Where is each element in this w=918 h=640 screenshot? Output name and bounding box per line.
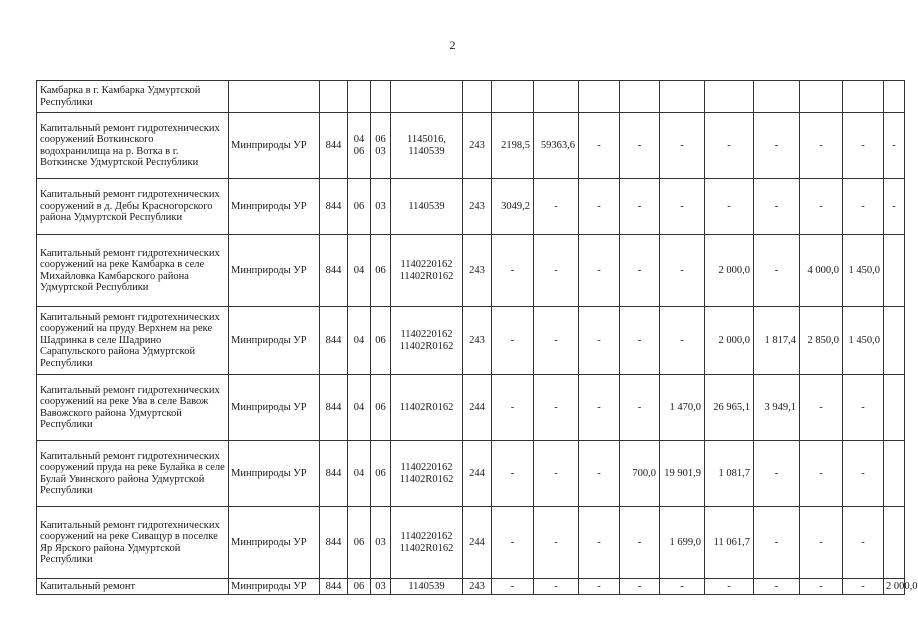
amount-cell: -: [843, 179, 884, 235]
amount-cell: 1 699,0: [660, 507, 705, 579]
pr-code-line: 06: [375, 133, 386, 145]
page-number: 2: [449, 38, 456, 52]
rz-code-line: 06: [353, 580, 365, 592]
rz-code-line: 06: [353, 536, 365, 548]
amount-cell: 3 949,1: [754, 375, 800, 441]
csr-code: [391, 179, 463, 235]
table-row: [37, 307, 905, 375]
rz-code-line: 06: [353, 200, 365, 212]
csr-code-line: 11402R0162: [399, 542, 454, 554]
amount-cell: -: [579, 441, 620, 507]
gr-code: 844: [320, 235, 348, 307]
amount-cell: 26 965,1: [705, 375, 754, 441]
pr-code-line: 03: [375, 200, 386, 212]
amount-cell: -: [660, 179, 705, 235]
amount-cell: -: [534, 441, 579, 507]
vr-code: 244: [463, 507, 492, 579]
agency: Минприроды УР: [229, 235, 320, 307]
amount-cell: 1 081,7: [705, 441, 754, 507]
gr-code: 844: [320, 375, 348, 441]
amount-cell: [620, 81, 660, 113]
amount-cell: 2 000,0: [884, 579, 905, 595]
amount-cell: [705, 81, 754, 113]
amount-cell: [800, 81, 843, 113]
amount-cell: -: [579, 113, 620, 179]
amount-cell: [754, 81, 800, 113]
project-name: Капитальный ремонт гидротехнических сооружений пруда на реке Булайка в селе Булай Увинского района Удмуртской Республики: [37, 441, 229, 507]
amount-cell: -: [843, 375, 884, 441]
amount-cell: [884, 507, 905, 579]
amount-cell: -: [660, 579, 705, 595]
amount-cell: [884, 235, 905, 307]
csr-code-line: 1140539: [408, 580, 445, 592]
project-name: Камбарка в г. Камбарка Удмуртской Республики: [37, 81, 229, 113]
rz-code: [348, 375, 371, 441]
amount-cell: -: [754, 441, 800, 507]
table-row: [37, 507, 905, 579]
table-row: [37, 375, 905, 441]
rz-code: [348, 507, 371, 579]
pr-code-line: 06: [375, 334, 386, 346]
amount-cell: 4 000,0: [800, 235, 843, 307]
amount-cell: -: [800, 375, 843, 441]
amount-cell: -: [660, 307, 705, 375]
amount-cell: -: [660, 113, 705, 179]
agency: Минприроды УР: [229, 113, 320, 179]
amount-cell: [492, 81, 534, 113]
amount-cell: -: [620, 579, 660, 595]
amount-cell: -: [800, 441, 843, 507]
amount-cell: -: [492, 235, 534, 307]
pr-code: [371, 235, 391, 307]
vr-code: 243: [463, 113, 492, 179]
amount-cell: -: [579, 235, 620, 307]
gr-code: 844: [320, 113, 348, 179]
amount-cell: -: [843, 507, 884, 579]
pr-code-line: 03: [375, 145, 386, 157]
amount-cell: -: [800, 179, 843, 235]
amount-cell: -: [579, 375, 620, 441]
amount-cell: -: [843, 579, 884, 595]
amount-cell: -: [492, 441, 534, 507]
amount-cell: 11 061,7: [705, 507, 754, 579]
amount-cell: -: [884, 179, 905, 235]
csr-code-line: 1140539: [408, 200, 445, 212]
rz-code-line: 06: [353, 145, 365, 157]
amount-cell: -: [843, 113, 884, 179]
amount-cell: [884, 307, 905, 375]
amount-cell: -: [534, 307, 579, 375]
amount-cell: -: [579, 307, 620, 375]
amount-cell: -: [800, 579, 843, 595]
pr-code-line: 06: [375, 401, 386, 413]
amount-cell: -: [800, 113, 843, 179]
rz-code-line: 04: [353, 467, 365, 479]
amount-cell: -: [800, 507, 843, 579]
agency: [229, 81, 320, 113]
amount-cell: 1 450,0: [843, 307, 884, 375]
vr-code: 243: [463, 235, 492, 307]
amount-cell: 2 000,0: [705, 235, 754, 307]
project-name: Капитальный ремонт: [37, 579, 229, 595]
amount-cell: -: [620, 235, 660, 307]
amount-cell: -: [705, 113, 754, 179]
vr-code: 243: [463, 307, 492, 375]
amount-cell: [660, 81, 705, 113]
amount-cell: [884, 375, 905, 441]
amount-cell: [534, 81, 579, 113]
amount-cell: -: [579, 507, 620, 579]
gr-code: 844: [320, 441, 348, 507]
amount-cell: -: [754, 235, 800, 307]
project-name: Капитальный ремонт гидротехнических сооружений в д. Дебы Красногорского района Удмуртской Республики: [37, 179, 229, 235]
csr-code-line: 1140220162: [400, 258, 453, 270]
table-row: [37, 235, 905, 307]
pr-code-line: 06: [375, 264, 386, 276]
csr-code: [391, 579, 463, 595]
amount-cell: -: [843, 441, 884, 507]
pr-code: [371, 579, 391, 595]
gr-code: 844: [320, 179, 348, 235]
rz-code-line: 04: [353, 334, 365, 346]
csr-code-line: 11402R0162: [399, 340, 454, 352]
amount-cell: -: [620, 375, 660, 441]
rz-code: [348, 81, 371, 113]
pr-code: [371, 113, 391, 179]
gr-code: 844: [320, 307, 348, 375]
amount-cell: -: [620, 113, 660, 179]
pr-code-line: 06: [375, 467, 386, 479]
gr-code: [320, 81, 348, 113]
csr-code-line: 1140220162: [400, 461, 453, 473]
rz-code: [348, 579, 371, 595]
amount-cell: -: [660, 235, 705, 307]
project-name: Капитальный ремонт гидротехнических сооружений на реке Ува в селе Вавож Вавожского района Удмуртской Республики: [37, 375, 229, 441]
project-name: Капитальный ремонт гидротехнических сооружений Воткинского водохранилища на р. Вотка в г. Воткинске Удмуртской Республики: [37, 113, 229, 179]
pr-code-line: 03: [375, 536, 386, 548]
amount-cell: -: [534, 235, 579, 307]
csr-code-line: 1140220162: [400, 328, 453, 340]
amount-cell: -: [534, 507, 579, 579]
rz-code-line: 04: [353, 401, 365, 413]
project-name: Капитальный ремонт гидротехнических сооружений на реке Камбарка в селе Михайловка Камбарского района Удмуртской Республики: [37, 235, 229, 307]
vr-code: 243: [463, 179, 492, 235]
rz-code: [348, 113, 371, 179]
pr-code: [371, 441, 391, 507]
csr-code: [391, 441, 463, 507]
amount-cell: -: [754, 179, 800, 235]
amount-cell: 1 817,4: [754, 307, 800, 375]
amount-cell: [843, 81, 884, 113]
amount-cell: -: [579, 579, 620, 595]
rz-code: [348, 235, 371, 307]
agency: Минприроды УР: [229, 441, 320, 507]
pr-code: [371, 179, 391, 235]
agency: Минприроды УР: [229, 307, 320, 375]
agency: Минприроды УР: [229, 375, 320, 441]
amount-cell: [884, 441, 905, 507]
csr-code: [391, 307, 463, 375]
amount-cell: -: [620, 507, 660, 579]
csr-code-line: 11402R0162: [399, 401, 454, 413]
pr-code-line: 03: [375, 580, 386, 592]
table-row: [37, 179, 905, 235]
csr-code: [391, 113, 463, 179]
csr-code-line: 11402R0162: [399, 473, 454, 485]
pr-code: [371, 81, 391, 113]
amount-cell: -: [579, 179, 620, 235]
gr-code: 844: [320, 507, 348, 579]
amount-cell: 59363,6: [534, 113, 579, 179]
vr-code: 243: [463, 579, 492, 595]
pr-code: [371, 307, 391, 375]
amount-cell: -: [534, 179, 579, 235]
agency: Минприроды УР: [229, 579, 320, 595]
csr-code: [391, 81, 463, 113]
amount-cell: -: [492, 307, 534, 375]
table-row: [37, 579, 905, 595]
csr-code-line: 1140220162: [400, 530, 453, 542]
rz-code-line: 04: [353, 133, 365, 145]
amount-cell: -: [492, 579, 534, 595]
amount-cell: -: [705, 179, 754, 235]
vr-code: 244: [463, 375, 492, 441]
pr-code: [371, 375, 391, 441]
amount-cell: 19 901,9: [660, 441, 705, 507]
vr-code: 244: [463, 441, 492, 507]
table-row: [37, 81, 905, 113]
amount-cell: 2198,5: [492, 113, 534, 179]
csr-code: [391, 235, 463, 307]
amount-cell: -: [705, 579, 754, 595]
csr-code: [391, 375, 463, 441]
csr-code-line: 11402R0162: [399, 270, 454, 282]
amount-cell: -: [534, 579, 579, 595]
agency: Минприроды УР: [229, 507, 320, 579]
gr-code: 844: [320, 579, 348, 595]
amount-cell: 2 000,0: [705, 307, 754, 375]
amount-cell: [884, 81, 905, 113]
table-row: [37, 441, 905, 507]
rz-code: [348, 179, 371, 235]
csr-code-line: 1140539: [408, 145, 445, 157]
project-name: Капитальный ремонт гидротехнических сооружений на пруду Верхнем на реке Шадринка в селе Шадрино Сарапульского района Удмуртской Республики: [37, 307, 229, 375]
table-row: [37, 113, 905, 179]
amount-cell: [579, 81, 620, 113]
amount-cell: -: [884, 113, 905, 179]
amount-cell: 2 850,0: [800, 307, 843, 375]
budget-table: [36, 80, 918, 595]
amount-cell: 700,0: [620, 441, 660, 507]
rz-code: [348, 307, 371, 375]
vr-code: [463, 81, 492, 113]
amount-cell: -: [492, 375, 534, 441]
amount-cell: -: [754, 579, 800, 595]
amount-cell: 1 470,0: [660, 375, 705, 441]
amount-cell: -: [492, 507, 534, 579]
amount-cell: -: [534, 375, 579, 441]
project-name: Капитальный ремонт гидротехнических сооружений на реке Сиващур в поселке Яр Ярского района Удмуртской Республики: [37, 507, 229, 579]
agency: Минприроды УР: [229, 179, 320, 235]
amount-cell: -: [754, 113, 800, 179]
rz-code: [348, 441, 371, 507]
amount-cell: 1 450,0: [843, 235, 884, 307]
rz-code-line: 04: [353, 264, 365, 276]
csr-code-line: 1145016,: [407, 133, 446, 145]
csr-code: [391, 507, 463, 579]
amount-cell: -: [754, 507, 800, 579]
pr-code: [371, 507, 391, 579]
amount-cell: -: [620, 307, 660, 375]
amount-cell: -: [620, 179, 660, 235]
amount-cell: 3049,2: [492, 179, 534, 235]
